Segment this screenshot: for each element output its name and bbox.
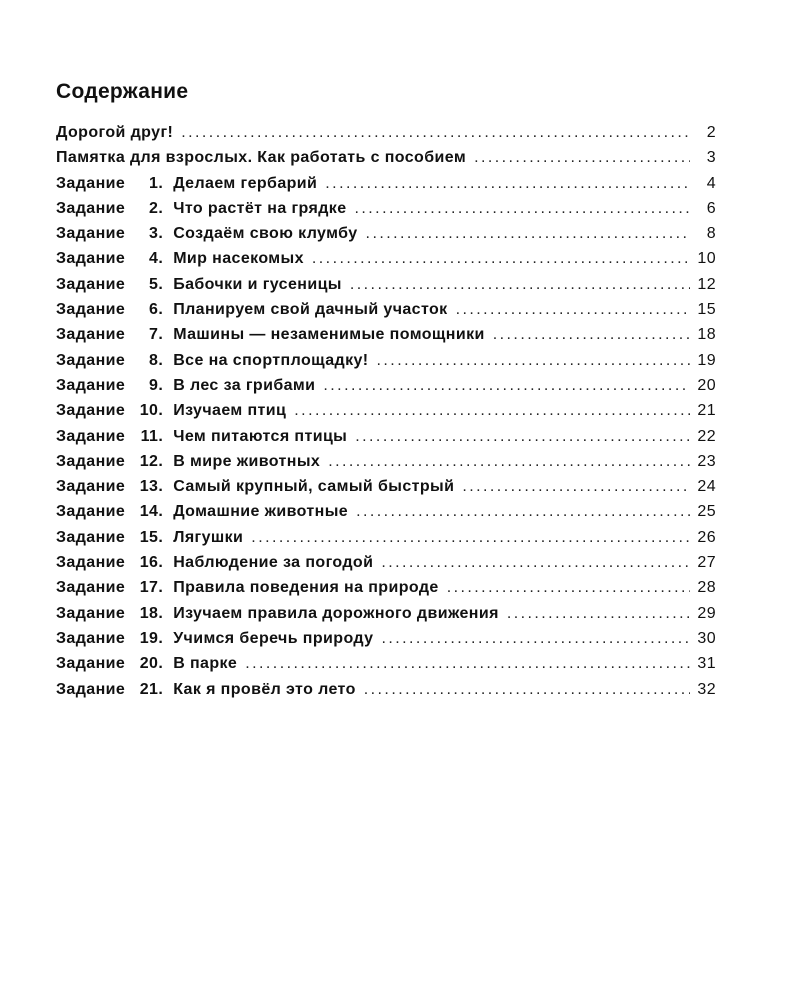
task-title: Чем питаются птицы [173,427,348,445]
toc-entry-label [56,250,304,268]
toc-entry-label [56,225,358,243]
task-word: Задание [56,503,126,521]
task-number: 7. [149,326,164,344]
toc-entry-task[interactable] [56,630,716,655]
toc-page-number: 27 [697,554,716,572]
toc-entry-task[interactable] [56,225,716,250]
task-title: Правила поведения на природе [173,579,439,597]
task-title: Изучаем птиц [173,402,287,420]
toc-entry-guide-for-adults[interactable] [56,149,716,174]
toc-entry-label [56,503,348,521]
toc-entry-label [56,301,448,319]
dot-leader [507,605,690,623]
task-number: 10. [139,402,164,420]
task-list [56,175,716,706]
task-number: 8. [149,351,164,369]
toc-entry-intro[interactable] [56,124,716,149]
toc-page-number: 22 [697,427,716,445]
task-word: Задание [56,376,126,394]
toc-entry-task[interactable] [56,402,716,427]
task-word: Задание [56,351,126,369]
toc-entry-task[interactable] [56,655,716,680]
toc-page-number: 10 [697,250,716,268]
toc-entry-task[interactable] [56,377,716,402]
toc-entry-label [56,453,320,471]
task-word: Задание [56,604,126,622]
dot-leader [377,352,690,370]
toc-entry-label [56,529,243,547]
task-number: 14. [139,503,164,521]
toc-page-number: 4 [706,174,716,192]
task-number: 16. [139,554,164,572]
toc-page-number: 28 [697,579,716,597]
toc-entry-label [56,352,369,370]
toc-page-number: 32 [697,680,716,698]
toc-entry-task[interactable] [56,326,716,351]
toc-entry-task[interactable] [56,200,716,225]
task-word: Задание [56,579,126,597]
task-word: Задание [56,250,126,268]
toc-entry-label [56,605,499,623]
task-title: Учимся беречь природу [173,629,374,647]
toc-page-number: 29 [697,604,716,622]
dot-leader [350,276,690,294]
toc-page-number: 3 [706,149,716,167]
toc-entry-task[interactable] [56,605,716,630]
toc-entry-label [56,681,356,699]
task-word: Задание [56,225,126,243]
task-number: 5. [149,275,164,293]
task-number: 3. [149,225,164,243]
task-title: Машины — незаменимые помощники [173,326,485,344]
dot-leader [355,200,691,218]
toc-page-number: 26 [697,528,716,546]
toc-entry-label [56,579,439,597]
task-number: 21. [139,680,164,698]
toc-entry-label [56,276,342,294]
toc-page-number: 12 [697,275,716,293]
task-title: Планируем свой дачный участок [173,301,448,319]
table-of-contents-page [56,80,716,706]
toc-entry-label [56,655,237,673]
toc-page-number: 24 [697,478,716,496]
toc-page-number: 21 [697,402,716,420]
task-number: 9. [149,376,164,394]
toc-page-number: 8 [706,225,716,243]
toc-entry-task[interactable] [56,175,716,200]
task-number: 11. [140,427,164,445]
dot-leader [364,681,690,699]
toc-entry-task[interactable] [56,276,716,301]
dot-leader [366,225,690,243]
task-title: Домашние животные [173,503,349,521]
dot-leader [294,402,690,420]
toc-page-number: 20 [697,376,716,394]
task-number: 15. [139,528,164,546]
toc-entry-task[interactable] [56,301,716,326]
task-number: 6. [149,301,164,319]
task-title: В парке [173,655,238,673]
task-title: Лягушки [173,528,244,546]
task-title: Наблюдение за погодой [173,554,374,572]
dot-leader [356,503,690,521]
dot-leader [381,630,690,648]
toc-page-number: 6 [706,199,716,217]
task-word: Задание [56,452,126,470]
toc-entry-label [56,630,373,648]
task-number: 19. [139,629,164,647]
toc-entry-task[interactable] [56,428,716,453]
toc-entry-task[interactable] [56,503,716,528]
toc-entry-label [56,554,373,572]
toc-entry-label [56,377,315,395]
toc-entry-task[interactable] [56,681,716,706]
dot-leader [325,175,690,193]
toc-page-number: 25 [697,503,716,521]
task-word: Задание [56,655,126,673]
dot-leader [474,149,690,167]
task-title: Мир насекомых [173,250,304,268]
toc-entry-task[interactable] [56,250,716,275]
toc-page-number: 2 [706,124,716,141]
task-number: 20. [139,655,164,673]
task-word: Задание [56,402,126,420]
task-word: Задание [56,275,126,293]
page-title: Содержание [56,80,189,103]
toc-entry-label [56,124,173,142]
task-title: Бабочки и гусеницы [173,275,342,293]
task-word: Задание [56,680,126,698]
dot-leader [381,554,690,572]
toc-entry-label [56,478,454,496]
toc-entry-label [56,326,485,344]
task-word: Задание [56,528,126,546]
dot-leader [456,301,690,319]
toc-entry-task[interactable] [56,352,716,377]
toc-page-number: 23 [697,452,716,470]
task-number: 12. [139,452,164,470]
task-word: Задание [56,326,126,344]
dot-leader [447,579,690,597]
dot-leader [251,529,690,547]
toc-page-number: 18 [697,326,716,344]
task-number: 2. [149,199,164,217]
task-word: Задание [56,199,126,217]
toc-entry-title: Дорогой друг! [56,124,174,141]
dot-leader [245,655,690,673]
toc-entry-label [56,402,286,420]
task-title: Делаем гербарий [173,174,318,192]
dot-leader [355,428,690,446]
task-title: Создаём свою клумбу [173,225,358,243]
dot-leader [323,377,690,395]
dot-leader [462,478,690,496]
task-title: В мире животных [173,452,321,470]
dot-leader [493,326,690,344]
task-number: 18. [139,604,164,622]
task-number: 1. [149,174,164,192]
toc-list [56,124,716,175]
toc-page-number: 31 [697,655,716,673]
toc-entry-label [56,428,347,446]
task-word: Задание [56,554,126,572]
dot-leader [312,250,690,268]
toc-entry-label [56,149,466,167]
task-word: Задание [56,301,126,319]
task-title: Что растёт на грядке [173,199,347,217]
task-number: 13. [139,478,164,496]
dot-leader [181,124,690,142]
toc-entry-task[interactable] [56,529,716,554]
task-word: Задание [56,629,126,647]
task-word: Задание [56,174,126,192]
toc-entry-label [56,175,317,193]
task-title: В лес за грибами [173,376,316,394]
toc-page-number: 30 [697,629,716,647]
toc-page-number: 15 [697,301,716,319]
task-title: Самый крупный, самый быстрый [173,478,455,496]
toc-entry-task[interactable] [56,453,716,478]
task-word: Задание [56,478,126,496]
task-title: Как я провёл это лето [173,680,356,698]
task-title: Изучаем правила дорожного движения [173,604,499,622]
toc-entry-title: Памятка для взрослых. Как работать с пособием [56,149,467,167]
task-number: 17. [139,579,164,597]
dot-leader [328,453,690,471]
toc-entry-task[interactable] [56,579,716,604]
toc-entry-label [56,200,347,218]
task-number: 4. [149,250,164,268]
toc-entry-task[interactable] [56,478,716,503]
toc-page-number: 19 [697,351,716,369]
task-title: Все на спортплощадку! [173,351,369,369]
task-word: Задание [56,427,126,445]
toc-entry-task[interactable] [56,554,716,579]
